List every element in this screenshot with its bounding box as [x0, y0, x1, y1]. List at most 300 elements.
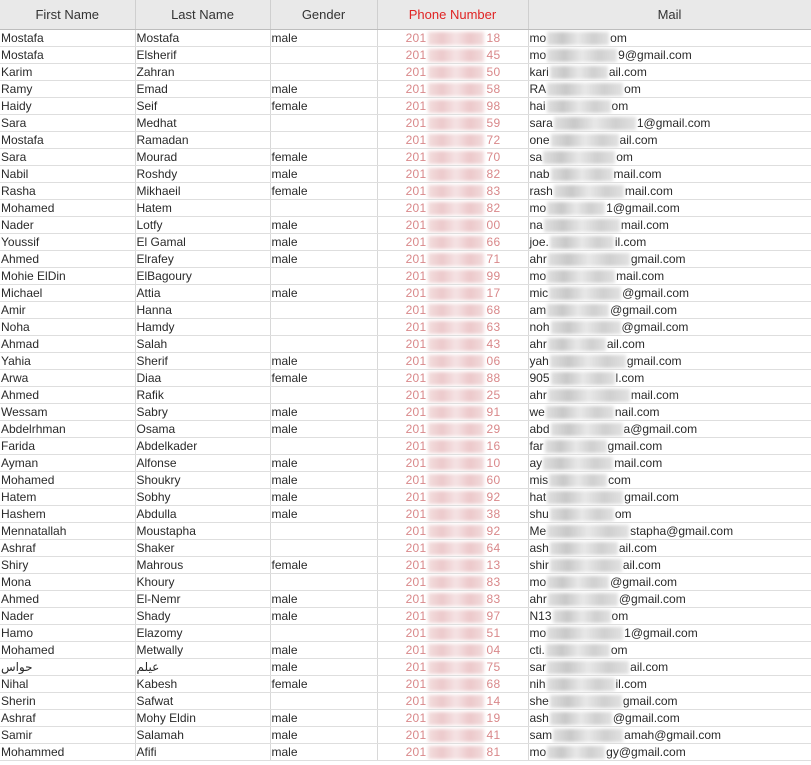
table-row[interactable] [0, 183, 811, 200]
cell-first-name[interactable]: Hashem [0, 506, 135, 523]
cell-mail[interactable] [528, 489, 811, 506]
redacted-blur [428, 423, 484, 436]
cell-mail[interactable] [528, 200, 811, 217]
cell-first-name[interactable]: Karim [0, 64, 135, 81]
cell-last-name[interactable]: El Gamal [135, 234, 270, 251]
cell-phone-number[interactable] [377, 370, 528, 387]
mail-value [530, 81, 641, 97]
mail-prefix: sar [529, 660, 547, 674]
cell-first-name[interactable]: Mostafa [0, 30, 135, 47]
cell-last-name[interactable]: El-Nemr [135, 591, 270, 608]
column-header-first-name[interactable]: First Name [0, 0, 135, 30]
cell-first-name[interactable]: Mohie ElDin [0, 268, 135, 285]
cell-first-name[interactable]: Yahia [0, 353, 135, 370]
table-row[interactable] [0, 676, 811, 693]
cell-phone-number[interactable] [377, 574, 528, 591]
cell-last-name[interactable]: Mostafa [135, 30, 270, 47]
cell-gender[interactable] [270, 523, 377, 540]
cell-last-name[interactable]: Mohy Eldin [135, 710, 270, 727]
table-row[interactable] [0, 574, 811, 591]
cell-gender[interactable] [270, 268, 377, 285]
cell-phone-number[interactable] [377, 744, 528, 761]
cell-gender[interactable] [270, 387, 377, 404]
cell-last-name[interactable]: Lotfy [135, 217, 270, 234]
cell-last-name[interactable]: Mikhaeil [135, 183, 270, 200]
cell-last-name[interactable]: Zahran [135, 64, 270, 81]
cell-first-name[interactable]: Ahmad [0, 336, 135, 353]
cell-last-name[interactable]: Mourad [135, 149, 270, 166]
cell-gender[interactable]: male [270, 642, 377, 659]
cell-first-name[interactable]: Mohamed [0, 200, 135, 217]
cell-mail[interactable] [528, 404, 811, 421]
cell-mail[interactable] [528, 744, 811, 761]
cell-last-name[interactable]: Elsherif [135, 47, 270, 64]
cell-gender[interactable] [270, 132, 377, 149]
cell-phone-number[interactable] [377, 676, 528, 693]
cell-last-name[interactable]: Medhat [135, 115, 270, 132]
redacted-blur [548, 253, 630, 266]
cell-gender[interactable]: male [270, 659, 377, 676]
cell-gender[interactable]: male [270, 608, 377, 625]
table-row[interactable] [0, 370, 811, 387]
cell-last-name[interactable]: Sabry [135, 404, 270, 421]
cell-mail[interactable] [528, 30, 811, 47]
table-body [0, 30, 811, 761]
cell-last-name[interactable]: Attia [135, 285, 270, 302]
cell-last-name[interactable]: Salamah [135, 727, 270, 744]
phone-prefix: 201 [405, 711, 427, 725]
cell-phone-number[interactable] [377, 557, 528, 574]
table-row[interactable] [0, 438, 811, 455]
cell-mail[interactable] [528, 438, 811, 455]
cell-mail[interactable] [528, 523, 811, 540]
table-row[interactable] [0, 285, 811, 302]
phone-prefix: 201 [405, 439, 427, 453]
cell-first-name[interactable]: Nabil [0, 166, 135, 183]
cell-last-name[interactable]: Salah [135, 336, 270, 353]
cell-mail[interactable] [528, 710, 811, 727]
table-row[interactable] [0, 591, 811, 608]
redacted-blur [545, 440, 607, 453]
cell-gender[interactable] [270, 200, 377, 217]
cell-gender[interactable] [270, 64, 377, 81]
mail-value [530, 676, 647, 692]
column-header-last-name[interactable]: Last Name [135, 0, 270, 30]
table-row[interactable] [0, 353, 811, 370]
cell-mail[interactable] [528, 591, 811, 608]
cell-first-name[interactable]: Sara [0, 115, 135, 132]
table-row[interactable] [0, 251, 811, 268]
cell-mail[interactable] [528, 166, 811, 183]
table-row[interactable] [0, 727, 811, 744]
cell-phone-number[interactable] [377, 506, 528, 523]
cell-phone-number[interactable] [377, 98, 528, 115]
cell-phone-number[interactable] [377, 47, 528, 64]
cell-gender[interactable]: female [270, 370, 377, 387]
cell-mail[interactable] [528, 64, 811, 81]
table-row[interactable] [0, 710, 811, 727]
table-row[interactable] [0, 625, 811, 642]
cell-mail[interactable] [528, 608, 811, 625]
cell-phone-number[interactable] [377, 115, 528, 132]
table-row[interactable] [0, 115, 811, 132]
cell-phone-number[interactable] [377, 693, 528, 710]
cell-first-name[interactable]: Ahmed [0, 387, 135, 404]
cell-gender[interactable]: male [270, 404, 377, 421]
cell-mail[interactable] [528, 336, 811, 353]
cell-phone-number[interactable] [377, 438, 528, 455]
cell-last-name[interactable]: Shady [135, 608, 270, 625]
cell-mail[interactable] [528, 98, 811, 115]
cell-phone-number[interactable] [377, 608, 528, 625]
table-row[interactable] [0, 489, 811, 506]
table-row[interactable] [0, 98, 811, 115]
cell-last-name[interactable]: Safwat [135, 693, 270, 710]
cell-last-name[interactable]: Afifi [135, 744, 270, 761]
phone-prefix: 201 [405, 82, 427, 96]
table-row[interactable] [0, 81, 811, 98]
cell-phone-number[interactable] [377, 319, 528, 336]
cell-phone-number[interactable] [377, 727, 528, 744]
table-row[interactable] [0, 200, 811, 217]
cell-last-name[interactable]: Sherif [135, 353, 270, 370]
cell-gender[interactable]: male [270, 353, 377, 370]
cell-mail[interactable] [528, 217, 811, 234]
cell-gender[interactable]: male [270, 234, 377, 251]
column-header-mail[interactable]: Mail [528, 0, 811, 30]
cell-phone-number[interactable] [377, 336, 528, 353]
table-row[interactable] [0, 472, 811, 489]
cell-phone-number[interactable] [377, 132, 528, 149]
cell-gender[interactable]: male [270, 710, 377, 727]
cell-phone-number[interactable] [377, 166, 528, 183]
cell-phone-number[interactable] [377, 251, 528, 268]
cell-last-name[interactable]: Emad [135, 81, 270, 98]
cell-first-name[interactable]: Nader [0, 217, 135, 234]
cell-gender[interactable]: female [270, 557, 377, 574]
cell-gender[interactable]: female [270, 149, 377, 166]
table-row[interactable] [0, 47, 811, 64]
cell-gender[interactable] [270, 574, 377, 591]
cell-last-name[interactable]: Shaker [135, 540, 270, 557]
cell-phone-number[interactable] [377, 200, 528, 217]
cell-last-name[interactable]: Rafik [135, 387, 270, 404]
redacted-blur [551, 372, 615, 385]
phone-prefix: 201 [405, 626, 427, 640]
phone-value [406, 149, 501, 165]
cell-mail[interactable] [528, 540, 811, 557]
cell-first-name[interactable]: Mennatallah [0, 523, 135, 540]
cell-last-name[interactable]: Alfonse [135, 455, 270, 472]
mail-suffix: ail.com [618, 541, 657, 555]
cell-phone-number[interactable] [377, 710, 528, 727]
cell-gender[interactable]: male [270, 285, 377, 302]
cell-mail[interactable] [528, 47, 811, 64]
cell-last-name[interactable]: Abdulla [135, 506, 270, 523]
table-row[interactable] [0, 744, 811, 761]
table-row[interactable] [0, 336, 811, 353]
mail-suffix: ail.com [606, 337, 645, 351]
cell-gender[interactable]: male [270, 421, 377, 438]
cell-mail[interactable] [528, 387, 811, 404]
cell-mail[interactable] [528, 302, 811, 319]
cell-gender[interactable]: male [270, 744, 377, 761]
cell-gender[interactable] [270, 47, 377, 64]
cell-mail[interactable] [528, 234, 811, 251]
cell-phone-number[interactable] [377, 591, 528, 608]
cell-mail[interactable] [528, 251, 811, 268]
cell-first-name[interactable]: Amir [0, 302, 135, 319]
redacted-blur [547, 49, 617, 62]
table-row[interactable] [0, 149, 811, 166]
cell-gender[interactable]: female [270, 183, 377, 200]
cell-gender[interactable]: female [270, 98, 377, 115]
table-row[interactable] [0, 166, 811, 183]
cell-gender[interactable]: male [270, 455, 377, 472]
cell-first-name[interactable]: Hamo [0, 625, 135, 642]
cell-phone-number[interactable] [377, 404, 528, 421]
cell-last-name[interactable]: Abdelkader [135, 438, 270, 455]
cell-gender[interactable]: female [270, 676, 377, 693]
cell-first-name[interactable]: Farida [0, 438, 135, 455]
mail-suffix: gy@gmail.com [606, 745, 686, 759]
phone-prefix: 201 [405, 235, 427, 249]
phone-value [406, 251, 501, 267]
cell-last-name[interactable]: Elrafey [135, 251, 270, 268]
cell-phone-number[interactable] [377, 30, 528, 47]
cell-last-name[interactable]: Hanna [135, 302, 270, 319]
table-row[interactable] [0, 268, 811, 285]
cell-mail[interactable] [528, 115, 811, 132]
cell-phone-number[interactable] [377, 625, 528, 642]
cell-first-name[interactable]: Wessam [0, 404, 135, 421]
cell-phone-number[interactable] [377, 540, 528, 557]
cell-first-name[interactable]: حواس [0, 659, 135, 676]
table-row[interactable] [0, 693, 811, 710]
cell-gender[interactable]: male [270, 727, 377, 744]
table-row[interactable] [0, 659, 811, 676]
phone-suffix: 60 [486, 473, 501, 487]
redacted-blur [428, 576, 484, 589]
redacted-blur [543, 457, 613, 470]
table-row[interactable] [0, 234, 811, 251]
phone-suffix: 51 [486, 626, 501, 640]
cell-first-name[interactable]: Ashraf [0, 710, 135, 727]
cell-mail[interactable] [528, 676, 811, 693]
redacted-blur [428, 457, 484, 470]
cell-phone-number[interactable] [377, 523, 528, 540]
cell-last-name[interactable]: Mahrous [135, 557, 270, 574]
cell-first-name[interactable]: Haidy [0, 98, 135, 115]
mail-suffix: mail.com [616, 269, 665, 283]
cell-mail[interactable] [528, 268, 811, 285]
table-row[interactable] [0, 30, 811, 47]
cell-phone-number[interactable] [377, 455, 528, 472]
cell-gender[interactable]: male [270, 472, 377, 489]
cell-mail[interactable] [528, 353, 811, 370]
cell-gender[interactable]: male [270, 489, 377, 506]
mail-value [530, 183, 673, 199]
table-row[interactable] [0, 455, 811, 472]
cell-first-name[interactable]: Ahmed [0, 591, 135, 608]
cell-first-name[interactable]: Michael [0, 285, 135, 302]
cell-gender[interactable] [270, 540, 377, 557]
cell-gender[interactable]: male [270, 81, 377, 98]
cell-first-name[interactable]: Ramy [0, 81, 135, 98]
cell-first-name[interactable]: Ashraf [0, 540, 135, 557]
column-header-gender[interactable]: Gender [270, 0, 377, 30]
cell-mail[interactable] [528, 659, 811, 676]
cell-mail[interactable] [528, 693, 811, 710]
cell-mail[interactable] [528, 506, 811, 523]
cell-mail[interactable] [528, 574, 811, 591]
cell-last-name[interactable]: Kabesh [135, 676, 270, 693]
cell-phone-number[interactable] [377, 472, 528, 489]
cell-phone-number[interactable] [377, 64, 528, 81]
cell-first-name[interactable]: Nihal [0, 676, 135, 693]
cell-first-name[interactable]: Youssif [0, 234, 135, 251]
cell-mail[interactable] [528, 557, 811, 574]
table-row[interactable] [0, 421, 811, 438]
cell-first-name[interactable]: Sara [0, 149, 135, 166]
phone-value [406, 574, 501, 590]
cell-mail[interactable] [528, 455, 811, 472]
redacted-blur [428, 117, 484, 130]
cell-last-name[interactable]: Metwally [135, 642, 270, 659]
cell-first-name[interactable]: Arwa [0, 370, 135, 387]
cell-gender[interactable] [270, 438, 377, 455]
cell-phone-number[interactable] [377, 353, 528, 370]
cell-gender[interactable] [270, 693, 377, 710]
cell-mail[interactable] [528, 727, 811, 744]
cell-gender[interactable] [270, 319, 377, 336]
redacted-blur [428, 355, 484, 368]
cell-phone-number[interactable] [377, 421, 528, 438]
table-row[interactable] [0, 217, 811, 234]
phone-suffix: 68 [486, 677, 501, 691]
cell-phone-number[interactable] [377, 302, 528, 319]
cell-first-name[interactable]: Mohammed [0, 744, 135, 761]
cell-phone-number[interactable] [377, 642, 528, 659]
cell-gender[interactable]: male [270, 217, 377, 234]
cell-mail[interactable] [528, 149, 811, 166]
cell-gender[interactable] [270, 302, 377, 319]
table-row[interactable] [0, 523, 811, 540]
cell-first-name[interactable]: Shiry [0, 557, 135, 574]
cell-phone-number[interactable] [377, 81, 528, 98]
table-row[interactable] [0, 506, 811, 523]
cell-gender[interactable] [270, 336, 377, 353]
cell-last-name[interactable]: Roshdy [135, 166, 270, 183]
cell-first-name[interactable]: Hatem [0, 489, 135, 506]
cell-mail[interactable] [528, 132, 811, 149]
column-header-phone-number[interactable]: Phone Number [377, 0, 528, 30]
cell-mail[interactable] [528, 81, 811, 98]
cell-last-name[interactable]: Osama [135, 421, 270, 438]
cell-phone-number[interactable] [377, 659, 528, 676]
cell-phone-number[interactable] [377, 268, 528, 285]
cell-first-name[interactable]: Noha [0, 319, 135, 336]
phone-value [406, 642, 501, 658]
table-row[interactable] [0, 302, 811, 319]
cell-gender[interactable]: male [270, 506, 377, 523]
cell-first-name[interactable]: Ayman [0, 455, 135, 472]
cell-first-name[interactable]: Mohamed [0, 472, 135, 489]
cell-gender[interactable]: male [270, 30, 377, 47]
cell-last-name[interactable]: Elazomy [135, 625, 270, 642]
cell-gender[interactable]: male [270, 591, 377, 608]
table-row[interactable] [0, 132, 811, 149]
table-row[interactable] [0, 540, 811, 557]
cell-mail[interactable] [528, 472, 811, 489]
cell-last-name[interactable]: Ramadan [135, 132, 270, 149]
cell-phone-number[interactable] [377, 387, 528, 404]
table-row[interactable] [0, 387, 811, 404]
cell-last-name[interactable]: Hamdy [135, 319, 270, 336]
cell-mail[interactable] [528, 642, 811, 659]
cell-mail[interactable] [528, 285, 811, 302]
cell-gender[interactable]: male [270, 251, 377, 268]
cell-last-name[interactable]: Moustapha [135, 523, 270, 540]
cell-first-name[interactable]: Samir [0, 727, 135, 744]
table-row[interactable] [0, 642, 811, 659]
cell-last-name[interactable]: Khoury [135, 574, 270, 591]
cell-mail[interactable] [528, 421, 811, 438]
cell-first-name[interactable]: Mostafa [0, 132, 135, 149]
cell-last-name[interactable]: Sobhy [135, 489, 270, 506]
cell-last-name[interactable]: ElBagoury [135, 268, 270, 285]
cell-mail[interactable] [528, 625, 811, 642]
cell-first-name[interactable]: Abdelrhman [0, 421, 135, 438]
mail-suffix: 9@gmail.com [618, 48, 692, 62]
cell-last-name[interactable]: Seif [135, 98, 270, 115]
mail-suffix: gmail.com [622, 694, 678, 708]
cell-gender[interactable] [270, 115, 377, 132]
cell-gender[interactable]: male [270, 166, 377, 183]
cell-first-name[interactable]: Mostafa [0, 47, 135, 64]
table-row[interactable] [0, 557, 811, 574]
cell-phone-number[interactable] [377, 149, 528, 166]
redacted-blur [550, 559, 622, 572]
cell-phone-number[interactable] [377, 234, 528, 251]
cell-phone-number[interactable] [377, 217, 528, 234]
cell-first-name[interactable]: Rasha [0, 183, 135, 200]
cell-first-name[interactable]: Mohamed [0, 642, 135, 659]
cell-phone-number[interactable] [377, 489, 528, 506]
cell-gender[interactable] [270, 625, 377, 642]
table-row[interactable] [0, 608, 811, 625]
mail-suffix: @gmail.com [610, 575, 678, 589]
cell-first-name[interactable]: Nader [0, 608, 135, 625]
cell-phone-number[interactable] [377, 183, 528, 200]
mail-value [530, 166, 662, 182]
cell-first-name[interactable]: Mona [0, 574, 135, 591]
table-row[interactable] [0, 64, 811, 81]
cell-phone-number[interactable] [377, 285, 528, 302]
cell-first-name[interactable]: Sherin [0, 693, 135, 710]
cell-last-name[interactable]: عيلم [135, 659, 270, 676]
redacted-blur [547, 270, 615, 283]
cell-mail[interactable] [528, 319, 811, 336]
cell-mail[interactable] [528, 183, 811, 200]
table-row[interactable] [0, 404, 811, 421]
cell-last-name[interactable]: Hatem [135, 200, 270, 217]
table-row[interactable] [0, 319, 811, 336]
cell-last-name[interactable]: Diaa [135, 370, 270, 387]
cell-mail[interactable] [528, 370, 811, 387]
cell-first-name[interactable]: Ahmed [0, 251, 135, 268]
cell-last-name[interactable]: Shoukry [135, 472, 270, 489]
